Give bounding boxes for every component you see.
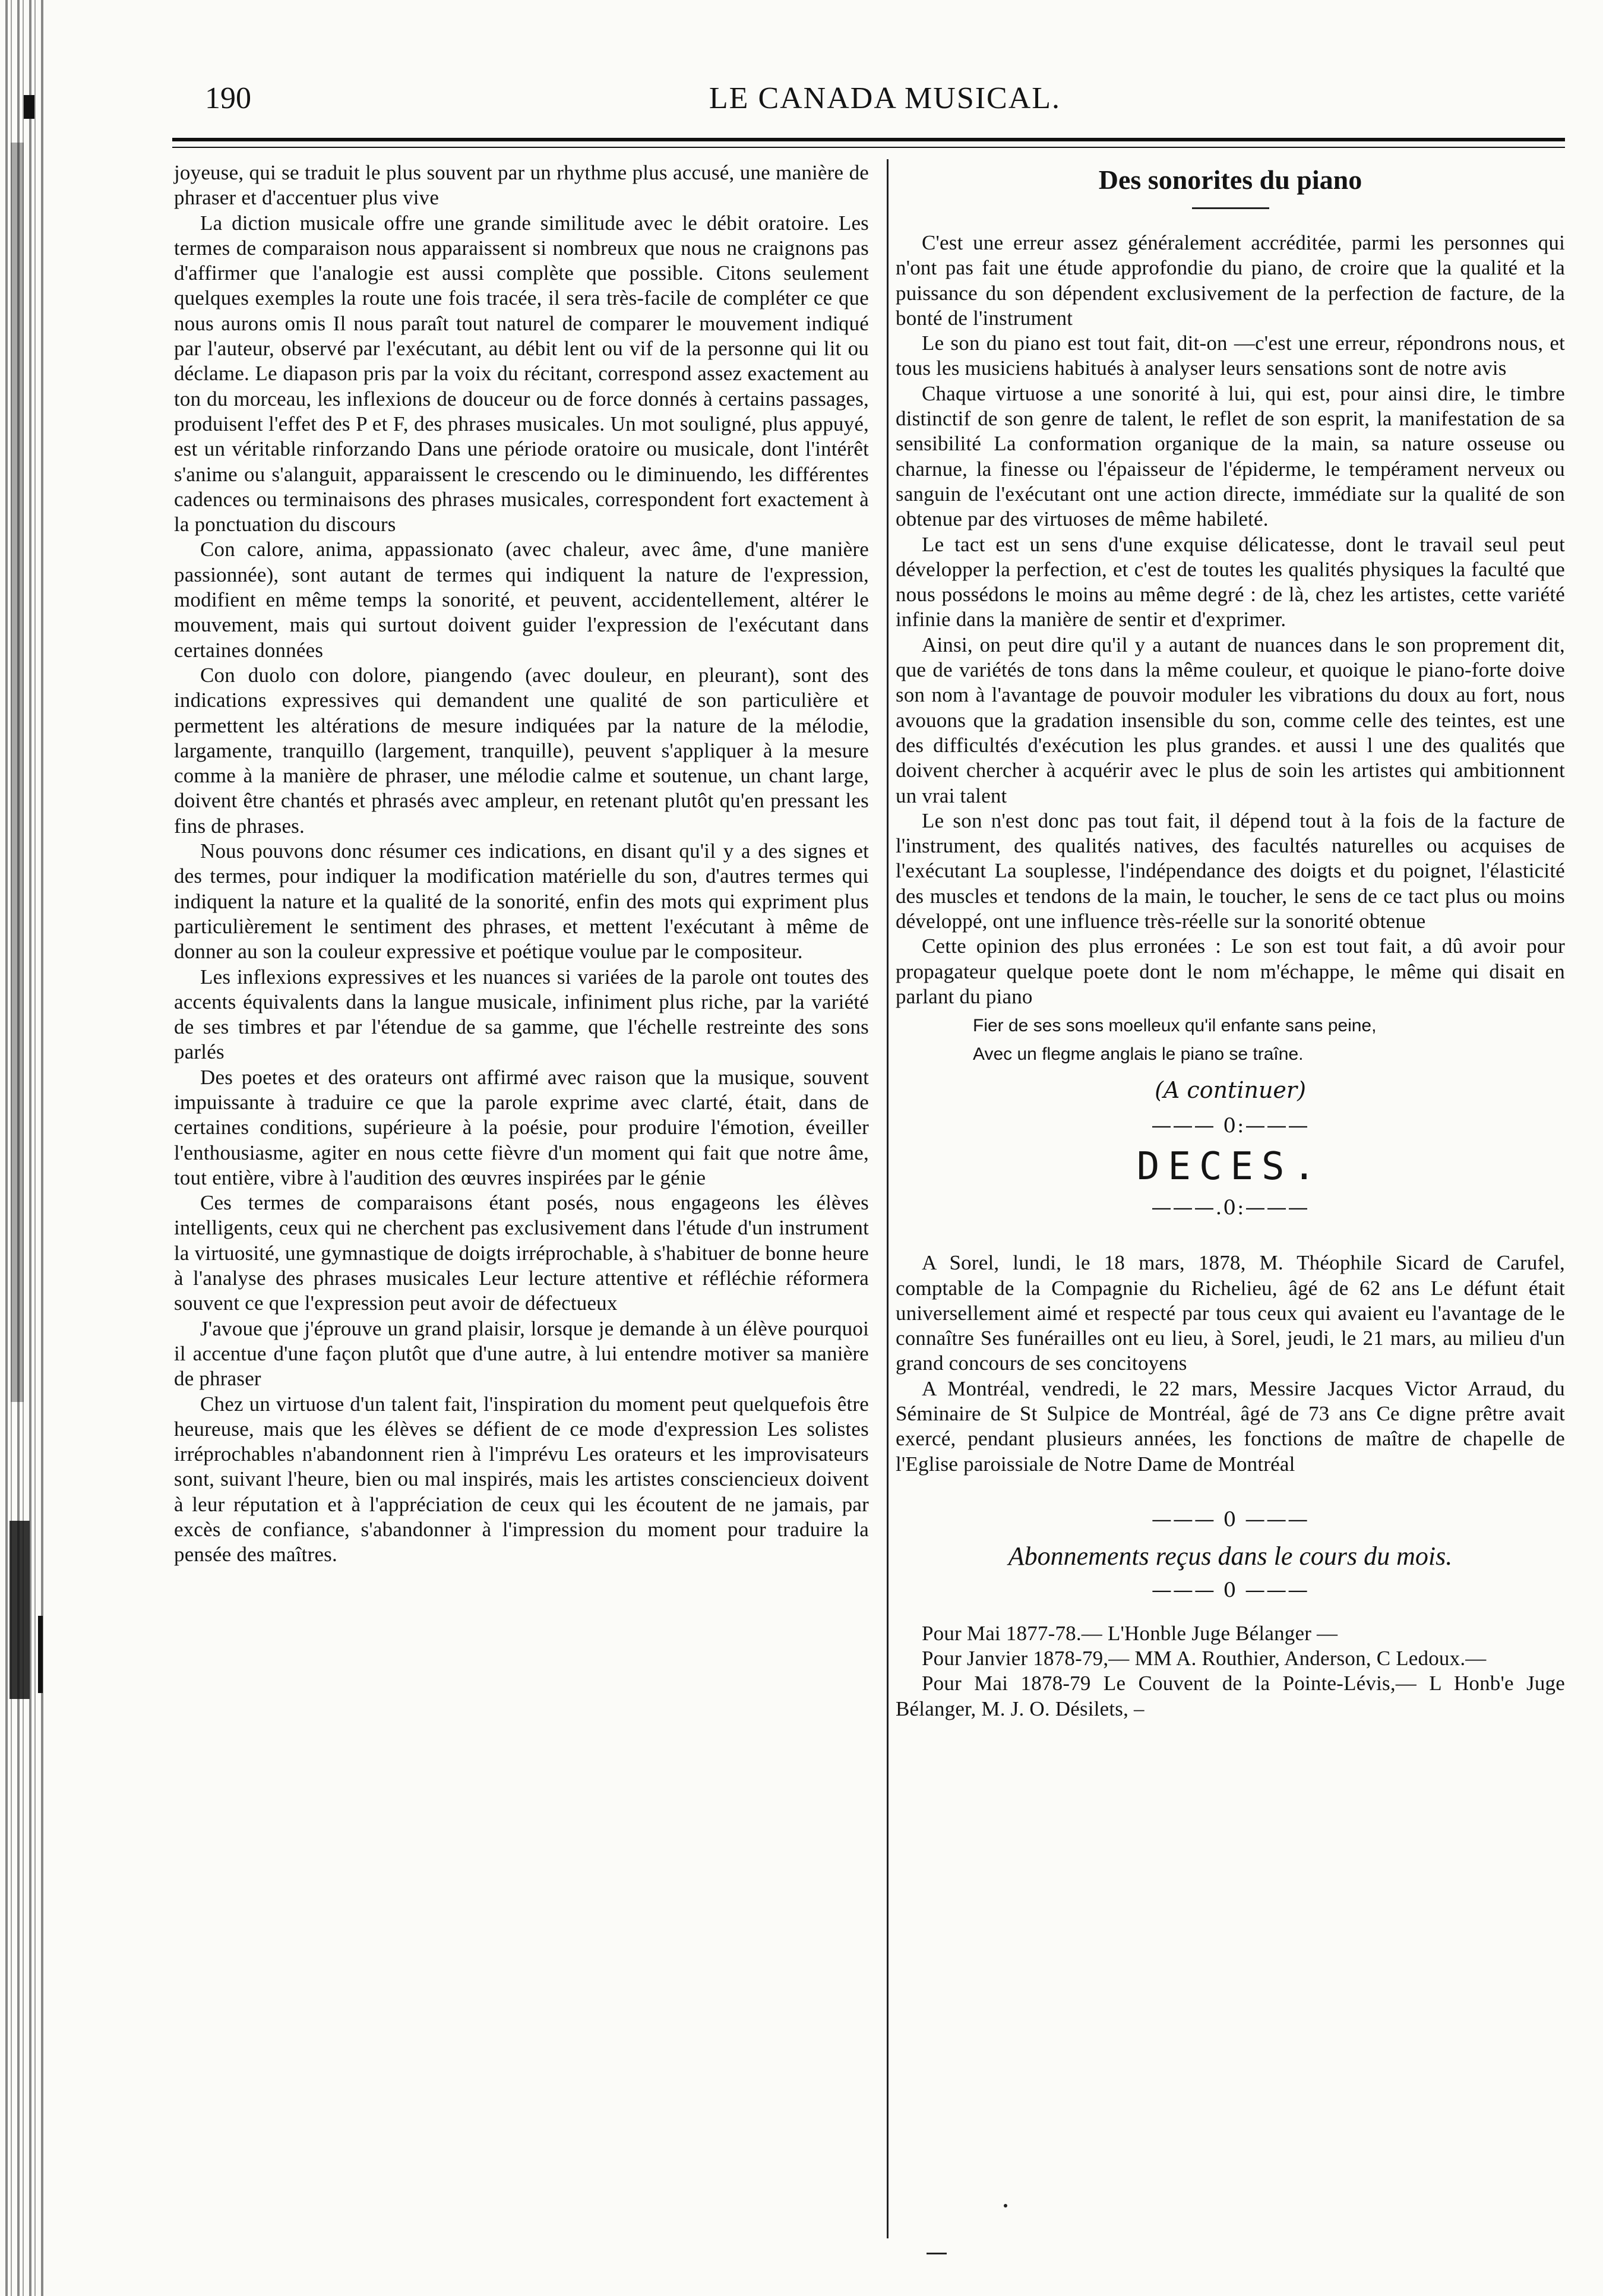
paragraph: C'est une erreur assez généralement accréditée, parmi les personnes qui n'ont pas fait une étude approfondie du piano, de croire que la qualité et la puissance du son dépendent exclusivement de la perfection de facture, de la bonté de l'instrument <box>896 231 1565 330</box>
paragraph: Cette opinion des plus erronées : Le son est tout fait, a dû avoir pour propagateur quelque poete dont le nom m'échappe, le même qui disait en parlant du piano <box>896 934 1565 1008</box>
page-header <box>205 81 1565 116</box>
section-title: Des sonorites du piano <box>1098 165 1362 195</box>
subscription-entry: Pour Janvier 1878-79,— MM A. Routhier, Anderson, C Ledoux.— <box>922 1647 1487 1670</box>
title-underline <box>1192 207 1269 209</box>
binding-mark <box>24 95 34 119</box>
paragraph: La diction musicale offre une grande similitude avec le débit oratoire. Les termes de comparaison nous apparaissent si nombreux que nous ne craignons pas d'affirmer que l'analogie est aussi complète que possible. Citons seulement quelques exemples la route une fois tracée, il sera très-facile de compléter ce que nous aurons omis Il nous paraît tout naturel de comparer le mouvement indiqué par l'auteur, observé par l'exécutant, au débit lent ou vif de la personne qui lit ou déclame. Le diapason pris par la voix du récitant, correspond assez exactement au ton du morceau, les inflexions de douceur ou de force donnés à certains passages, produisent l'effet des P et F, des phrases musicales. Un mot souligné, plus appuyé, est un véritable rinforzando Dans une période oratoire ou musicale, dont l'intérêt s'anime ou s'alanguit, apparaissent le crescendo ou le diminuendo, les différentes cadences ou terminaisons des phrases musicales, correspondent fort exactement à la ponctuation du discours <box>174 211 869 536</box>
ornament-divider: ———.0:——— <box>1151 1196 1310 1220</box>
ornament-divider: ——— 0:——— <box>1151 1114 1310 1138</box>
header-rule-thin <box>172 147 1565 148</box>
ornament-divider: ——— 0 ——— <box>1151 1507 1310 1531</box>
column-divider <box>887 159 889 2238</box>
print-speck <box>927 2253 947 2254</box>
paragraph: Des poetes et des orateurs ont affirmé avec raison que la musique, souvent impuissante à traduire ce que la parole exprime avec clarté, était, dans de certaines conditions, supérieure à la poésie, pour produire l'émotion, éveiller l'enthousiasme, agiter en nous cette fièvre d'un moment qui fait que notre âme, tout entière, vibre à l'audition des œuvres inspirées par le génie <box>174 1065 869 1189</box>
left-column <box>174 160 869 1568</box>
page-number: 190 <box>205 81 251 115</box>
verse-line: Avec un flegme anglais le piano se traîne. <box>973 1044 1304 1065</box>
print-speck <box>1004 2204 1007 2207</box>
paragraph: J'avoue que j'éprouve un grand plaisir, lorsque je demande à un élève pourquoi il accentue d'une façon plutôt que d'une autre, à lui entendre motiver sa manière de phraser <box>174 1316 869 1391</box>
subscription-entry: Pour Mai 1878-79 Le Couvent de la Pointe-Lévis,— L Honb'e Juge Bélanger, M. J. O. Désilets, – <box>896 1672 1565 1720</box>
header-rule-thick <box>172 138 1565 141</box>
continued-note: (A continuer) <box>1155 1077 1306 1104</box>
obituary-paragraph: A Sorel, lundi, le 18 mars, 1878, M. Théophile Sicard de Carufel, comptable de la Compagnie du Richelieu, âgé de 62 ans Le défunt était universellement aimé et respecté par tous ceux qui avaient eu l'avantage de le connaître Ses funérailles ont eu lieu, à Sorel, jeudi, le 21 mars, au milieu d'un grand concours de ses concitoyens <box>896 1251 1565 1375</box>
binding-mark <box>10 1521 30 1699</box>
paragraph: Chez un virtuose d'un talent fait, l'inspiration du moment peut quelquefois être heureuse, mais que les élèves se défient de ce mode d'expression Les solistes irréprochables n'abandonnent rien à l'imprévu Les orateurs et les improvisateurs sont, suivant l'heure, bien ou mal inspirés, mais les artistes consciencieux doivent à leur réputation et à l'appréciation de ceux qui les écoutent de ne jamais, par excès de confiance, s'abandonner à l'impression du moment pour traduire la pensée des maîtres. <box>174 1392 869 1567</box>
binding-mark <box>38 1616 43 1693</box>
running-title: LE CANADA MUSICAL. <box>709 81 1061 115</box>
paragraph: joyeuse, qui se traduit le plus souvent par un rhythme plus accusé, une manière de phraser et d'accentuer plus vive <box>174 161 869 210</box>
paragraph: Chaque virtuose a une sonorité à lui, qui est, pour ainsi dire, le timbre distinctif de son genre de talent, le reflet de son esprit, la manifestation de sa sensibilité La conformation organique de la main, sa nature osseuse ou charnue, la finesse ou l'épaisseur de l'épiderme, le tempérament nerveux ou sanguin de l'exécutant ont une action directe, immédiate sur la qualité de son obtenue par des virtuoses de même habileté. <box>896 381 1565 531</box>
subscriptions-title: Abonnements reçus dans le cours du mois. <box>1008 1541 1453 1571</box>
verse-line: Fier de ses sons moelleux qu'il enfante sans peine, <box>973 1016 1377 1036</box>
obituary-paragraph: A Montréal, vendredi, le 22 mars, Messire Jacques Victor Arraud, du Séminaire de St Sulpice de Montréal, âgé de 73 ans Ce digne prêtre avait exercé, pendant plusieurs années, les fonctions de maître de chapelle de l'Eglise paroissiale de Notre Dame de Montréal <box>896 1376 1565 1476</box>
paragraph: Con calore, anima, appassionato (avec chaleur, avec âme, d'une manière passionnée), sont autant de termes qui indiquent la nature de l'expression, modifient en même temps la sonorité, et peuvent, accidentellement, altérer le mouvement, mais qui surtout doivent guider l'expression de l'exécutant dans certaines données <box>174 538 869 662</box>
paragraph: Le son n'est donc pas tout fait, il dépend tout à la fois de la facture de l'instrument, des qualités natives, des facultés naturelles ou acquises de l'exécutant La souplesse, l'indépendance des doigts et du poignet, l'élasticité des muscles et tendons de la main, le toucher, le sens de ce tact plus ou moins développé, ont une influence très-réelle sur la sonorité obtenue <box>896 809 1565 933</box>
paragraph: Ainsi, on peut dire qu'il y a autant de nuances dans le son proprement dit, que de variétés de tons dans la même couleur, et quoique le piano-forte doive son nom à l'avantage de pouvoir moduler les vibrations du doux au fort, nous avouons que la gradation insensible du son, comme celle des teintes, est une des difficultés d'exécution les plus grandes. et aussi l une des qualités que doivent chercher à acquérir avec le plus de soin les artistes qui ambitionnent un vrai talent <box>896 633 1565 807</box>
right-column <box>896 160 1565 1722</box>
binding-mark <box>11 143 24 1402</box>
paragraph: Les inflexions expressives et les nuances si variées de la parole ont toutes des accents équivalents dans la langue musicale, infiniment plus riche, par la variété de ses timbres et par l'étendue de sa gamme, que l'échelle restreinte des sons parlés <box>174 965 869 1064</box>
paragraph: Con duolo con dolore, piangendo (avec douleur, en pleurant), sont des indications expressives qui demandent une qualité de son particulière et permettent les altérations de mesure indiquées par la nature de la mélodie, largamente, tranquillo (largement, tranquille), peuvent s'appliquer à la mesure comme à la manière de phraser, une mélodie calme et soutenue, un chant large, doivent être chantés et phrasés avec ampleur, en retenant plutôt qu'en pressant les fins de phrases. <box>174 663 869 838</box>
deces-title: DECES. <box>1136 1145 1324 1189</box>
subscription-entry: Pour Mai 1877-78.— L'Honble Juge Bélanger — <box>922 1621 1338 1645</box>
paragraph: Le son du piano est tout fait, dit-on —c'est une erreur, répondrons nous, et tous les musiciens habitués à analyser leurs sensations sont de notre avis <box>896 331 1565 380</box>
ornament-divider: ——— 0 ——— <box>1151 1578 1310 1602</box>
paragraph: Ces termes de comparaisons étant posés, nous engageons les élèves intelligents, ceux qui ne cherchent pas exclusivement dans l'étude d'un instrument la virtuosité, une gymnastique de doigts irréprochable, à s'habituer de bonne heure à l'analyse des phrases musicales Leur lecture attentive et réfléchie réformera souvent ce que l'expression peut avoir de défectueux <box>174 1191 869 1315</box>
paragraph: Le tact est un sens d'une exquise délicatesse, dont le travail seul peut développer la perfection, et c'est de toutes les qualités physiques la faculté que nous possédons le moins au même degré : de là, chez les artistes, cette variété infinie dans la manière de sentir et d'exprimer. <box>896 532 1565 631</box>
paragraph: Nous pouvons donc résumer ces indications, en disant qu'il y a des signes et des termes, pour indiquer la modification matérielle du son, d'autres termes qui indiquent la nature et la qualité de la sonorité, enfin des mots qui expriment plus particulièrement le sentiment des phrases, et mettent l'exécutant à même de donner au son la couleur expressive et poétique voulue par le compositeur. <box>174 839 869 964</box>
